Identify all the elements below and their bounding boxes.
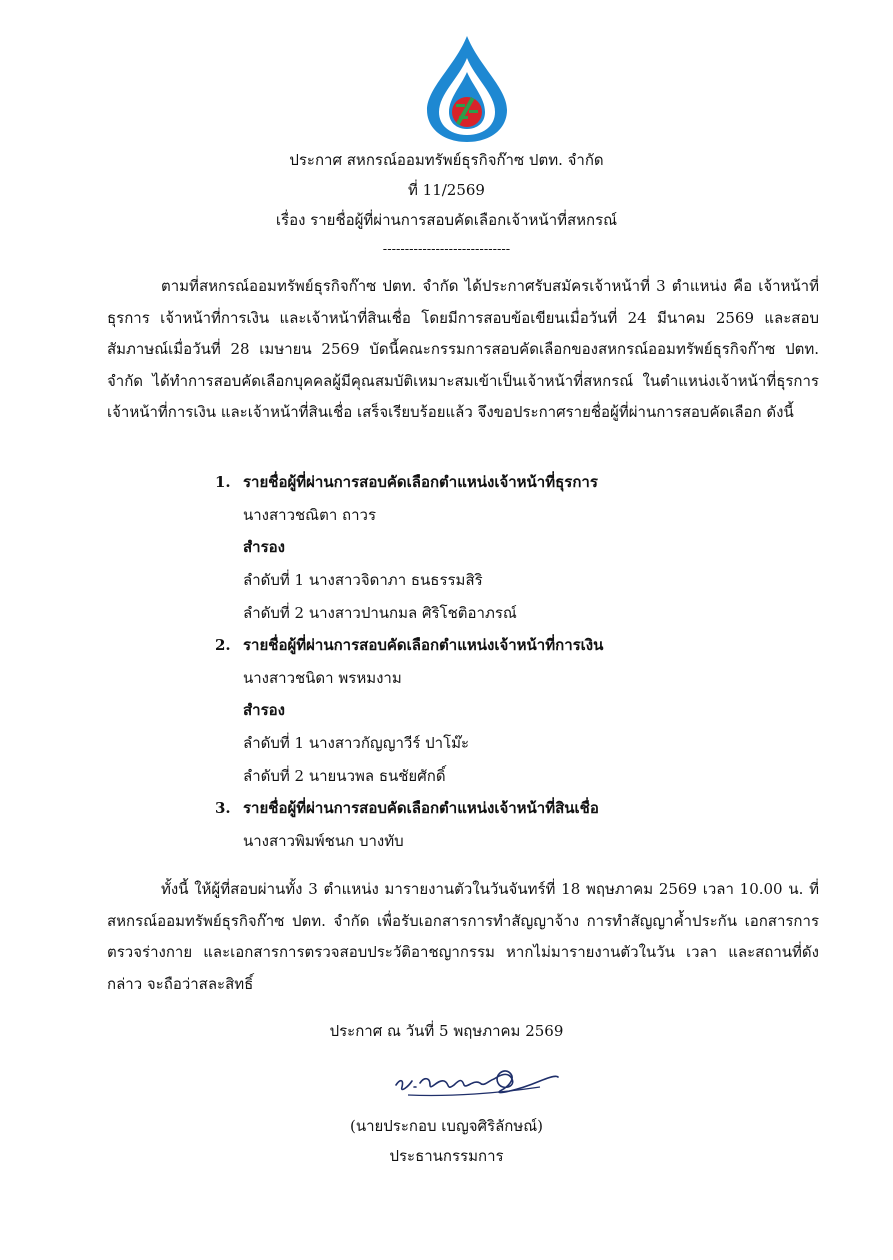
section-number: 1. [215,473,231,491]
section-credit-officer [215,792,815,857]
section-heading: รายชื่อผู้ที่ผ่านการสอบคัดเลือกตำแหน่งเจ้าหน้าที่การเงิน [243,636,604,654]
section-heading: รายชื่อผู้ที่ผ่านการสอบคัดเลือกตำแหน่งเจ้าหน้าที่สินเชื่อ [243,799,599,817]
closing-text: ทั้งนี้ ให้ผู้ที่สอบผ่านทั้ง 3 ตำแหน่ง มารายงานตัวในวันจันทร์ที่ 18 พฤษภาคม 2569 เวลา 10.00 น. ที่สหกรณ์ออมทรัพย์ธุรกิจก๊าซ ปตท. จำกัด เพื่อรับเอกสารการทำสัญญาจ้าง การทำสัญญาค้ำประกัน เอกสารการตรวจร่างกาย และเอกสารการตรวจสอบประวัติอาชญากรรม หากไม่มารายงานตัวในวัน เวลา และสถานที่ดังกล่าว จะถือว่าสละสิทธิ์ [107,880,819,993]
reserve-label: สำรอง [243,538,285,557]
section-heading-row [215,792,815,825]
intro-paragraph [107,271,819,429]
handwritten-signature-icon [390,1057,560,1107]
announcement-title: ประกาศ สหกรณ์ออมทรัพย์ธุรกิจก๊าซ ปตท. จำกัด [289,151,604,169]
announce-date: ประกาศ ณ วันที่ 5 พฤษภาคม 2569 [329,1022,564,1040]
signer-position: ประธานกรรมการ [389,1147,504,1165]
passed-candidate: นางสาวชณิตา ถาวร [243,505,377,524]
section-admin-officer [215,466,815,629]
reserve-candidate: ลำดับที่ 2 นางสาวปานกมล ศิริโชติอาภรณ์ [243,603,517,622]
reserve-label: สำรอง [243,701,285,720]
header-divider: ----------------------------- [382,242,511,257]
closing-paragraph [107,874,819,1000]
announcement-number: ที่ 11/2569 [408,181,485,199]
reserve-candidate: ลำดับที่ 1 นางสาวจิดาภา ธนธรรมสิริ [243,571,483,590]
passed-candidate: นางสาวชนิดา พรหมงาม [243,668,402,687]
section-finance-officer [215,629,815,792]
section-number: 3. [215,799,231,817]
section-heading-row [215,466,815,499]
announcement-subject: เรื่อง รายชื่อผู้ที่ผ่านการสอบคัดเลือกเจ้าหน้าที่สหกรณ์ [275,211,618,229]
signer-name: (นายประกอบ เบญจศิริลักษณ์) [349,1117,544,1135]
reserve-candidate: ลำดับที่ 2 นายนวพล ธนชัยศักดิ์ [243,766,446,785]
spt-cooperative-logo-icon [425,34,509,144]
section-number: 2. [215,636,231,654]
section-heading: รายชื่อผู้ที่ผ่านการสอบคัดเลือกตำแหน่งเจ้าหน้าที่ธุรการ [243,473,598,491]
reserve-candidate: ลำดับที่ 1 นางสาวกัญญาวีร์ ปาโม๊ะ [243,734,470,753]
passed-candidate: นางสาวพิมพ์ชนก บางทับ [243,831,404,850]
intro-text: ตามที่สหกรณ์ออมทรัพย์ธุรกิจก๊าซ ปตท. จำกัด ได้ประกาศรับสมัครเจ้าหน้าที่ 3 ตำแหน่ง คือ เจ้าหน้าที่ธุรการ เจ้าหน้าที่การเงิน และเจ้าหน้าที่สินเชื่อ โดยมีการสอบข้อเขียนเมื่อวันที่ 24 มีนาคม 2569 และสอบสัมภาษณ์เมื่อวันที่ 28 เมษายน 2569 บัดนี้คณะกรรมการสอบคัดเลือกของสหกรณ์ออมทรัพย์ธุรกิจก๊าซ ปตท. จำกัด ได้ทำการสอบคัดเลือกบุคคลผู้มีคุณสมบัติเหมาะสมเข้าเป็นเจ้าหน้าที่สหกรณ์ ในตำแหน่งเจ้าหน้าที่ธุรการ เจ้าหน้าที่การเงิน และเจ้าหน้าที่สินเชื่อ เสร็จเรียบร้อยแล้ว จึงขอประกาศรายชื่อผู้ที่ผ่านการสอบคัดเลือก ดังนี้ [107,277,819,421]
section-heading-row [215,629,815,662]
